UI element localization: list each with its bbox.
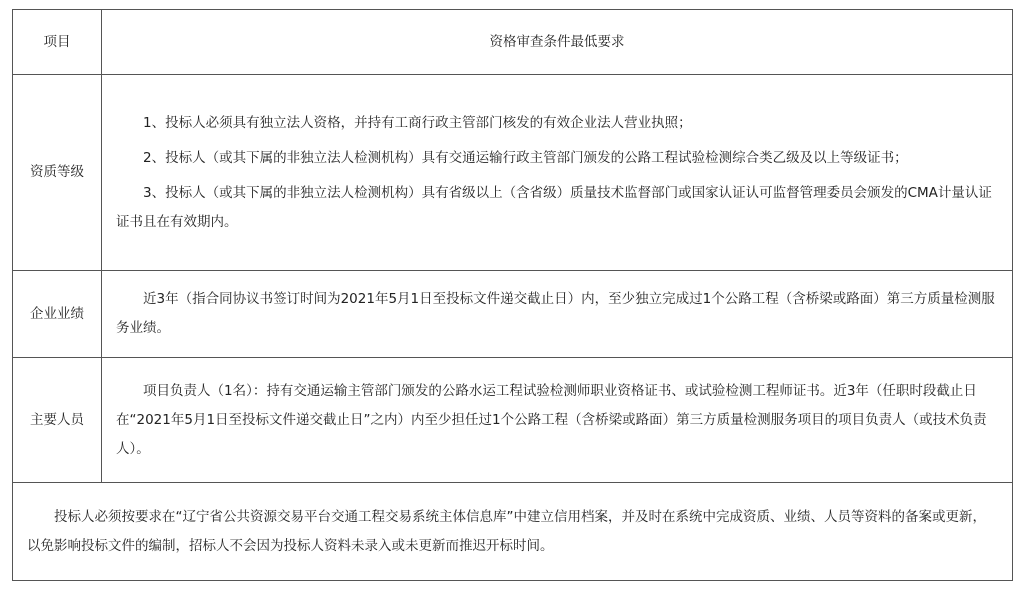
footer-note-cell [13, 483, 1013, 581]
table-header-row [13, 10, 1013, 75]
row-content [102, 75, 1013, 271]
row-content [102, 358, 1013, 483]
table-row-personnel [13, 358, 1013, 483]
row-label: 主要人员 [13, 358, 102, 483]
row-content [102, 271, 1013, 358]
table-row-qualification [13, 75, 1013, 271]
table-row-performance [13, 271, 1013, 358]
requirement-paragraph: 项目负责人（1名）：持有交通运输主管部门颁发的公路水运工程试验检测师职业资格证书、或试验检测工程师证书。近3年（任职时段截止日在“2021年5月1日至投标文件递交截止日”之内）内至少担任过1个公路工程（含桥梁或路面）第三方质量检测服务项目的项目负责人（或技术负责人）。 [116, 382, 987, 457]
requirement-paragraph: 近3年（指合同协议书签订时间为2021年5月1日至投标文件递交截止日）内，至少独立完成过1个公路工程（含桥梁或路面）第三方质量检测服务业绩。 [116, 291, 995, 336]
footer-note: 投标人必须按要求在“辽宁省公共资源交易平台交通工程交易系统主体信息库”中建立信用档案，并及时在系统中完成资质、业绩、人员等资料的备案或更新，以免影响投标文件的编制，招标人不会因为投标人资料未录入或未更新而推迟开标时间。 [27, 508, 986, 554]
requirement-paragraph: 2、投标人（或其下属的非独立法人检测机构）具有交通运输行政主管部门颁发的公路工程试验检测综合类乙级及以上等级证书； [143, 149, 908, 166]
header-item: 项目 [13, 10, 102, 75]
qualification-table [12, 9, 1013, 581]
row-label: 企业业绩 [13, 271, 102, 358]
row-label: 资质等级 [13, 75, 102, 271]
requirement-paragraph: 1、投标人必须具有独立法人资格，并持有工商行政主管部门核发的有效企业法人营业执照； [143, 114, 692, 131]
header-requirement: 资格审查条件最低要求 [102, 10, 1013, 75]
requirement-paragraph: 3、投标人（或其下属的非独立法人检测机构）具有省级以上（含省级）质量技术监督部门或国家认证认可监督管理委员会颁发的CMA计量认证证书且在有效期内。 [116, 184, 992, 230]
table-row-footer-note [13, 483, 1013, 581]
